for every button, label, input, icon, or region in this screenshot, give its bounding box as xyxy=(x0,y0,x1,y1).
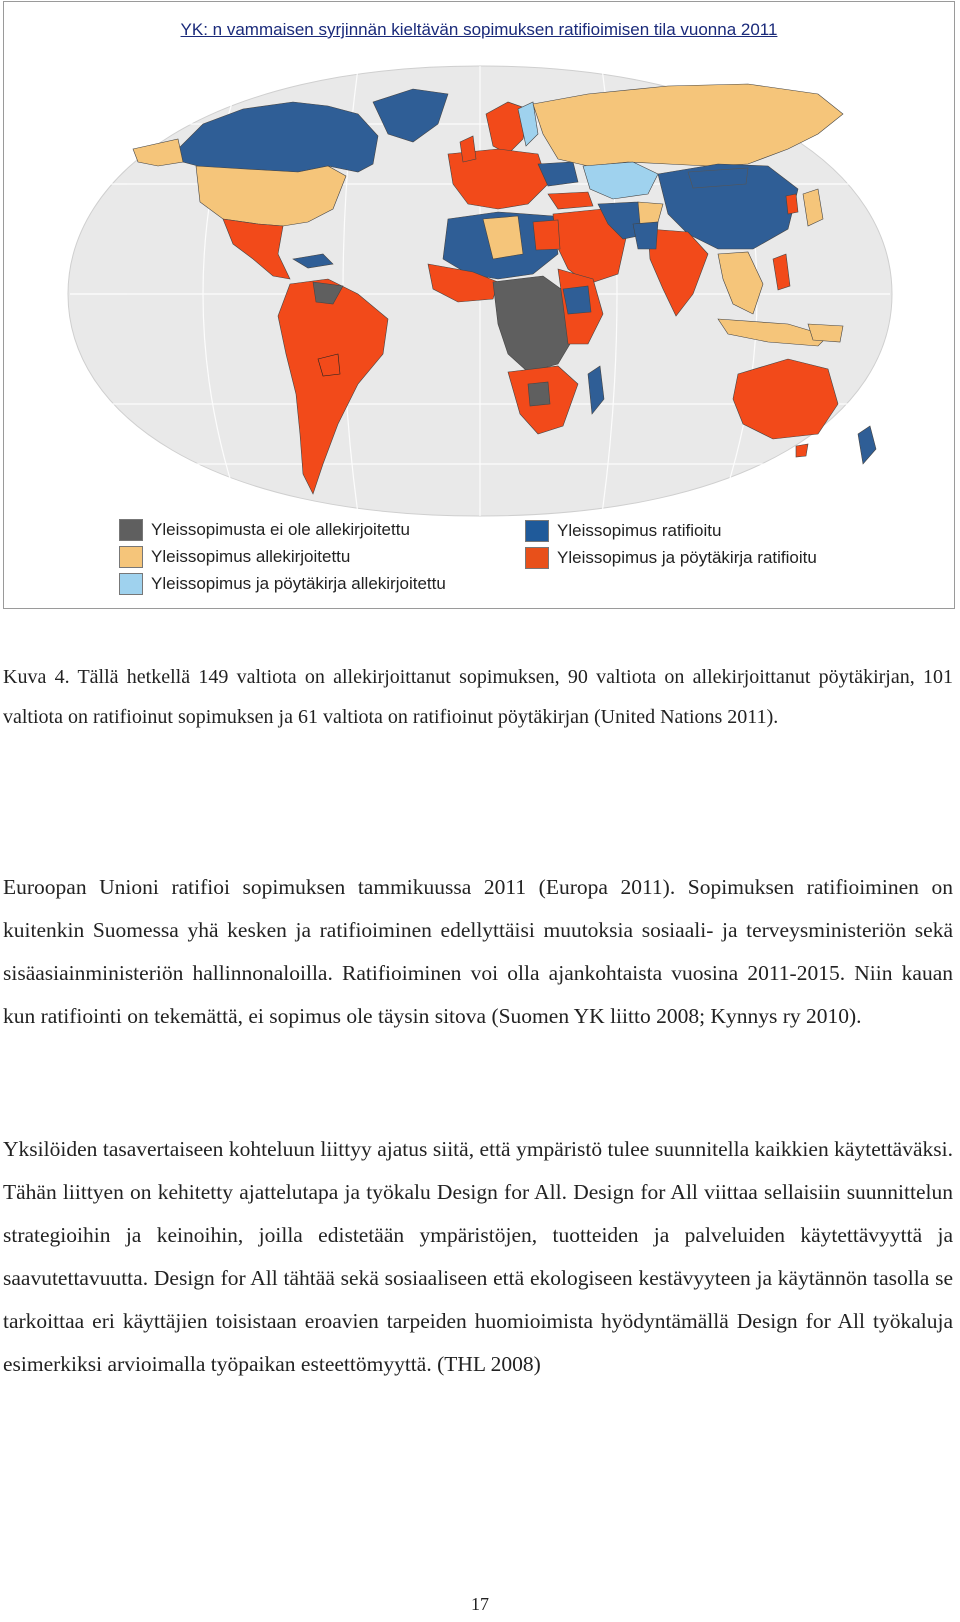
legend-label: Yleissopimus ratifioitu xyxy=(557,520,722,540)
page-number: 17 xyxy=(471,1594,489,1614)
legend-label: Yleissopimus ja pöytäkirja allekirjoitettu xyxy=(151,573,446,593)
legend-swatch-ratified-protocol xyxy=(525,547,549,569)
paragraph-text: Yksilöiden tasavertaiseen kohteluun liittyy ajatus siitä, että ympäristö tulee suunnitella kaikkien käytettäväksi. Tähän liittyen on kehitetty ajattelutapa ja työkalu Design for All. Design for All viittaa sellaisiin suunnittelun strategioihin ja keinoihin, joilla edistetään ympäristöjen, tuotteiden ja palveluiden käytettävyyttä ja saavutettavuutta. Design for All tähtää sekä sosiaaliseen että ekologiseen kestävyyteen ja käytännön tasolla se tarkoittaa eri käyttäjien toisistaan eroavien tarpeiden huomioimista hyödyntämällä Design for All työkaluja esimerkiksi arvioimalla työpaikan esteettömyyttä. (THL 2008) xyxy=(3,1137,953,1376)
region-egypt xyxy=(533,220,560,250)
region-australia xyxy=(733,359,838,439)
legend-left xyxy=(119,516,446,597)
legend-item-ratified-protocol xyxy=(525,544,817,571)
region-tasmania xyxy=(796,444,808,457)
legend-swatch-signed-protocol xyxy=(119,573,143,595)
figure-caption xyxy=(3,658,953,737)
region-png xyxy=(808,324,843,342)
legend-label: Yleissopimus allekirjoitettu xyxy=(151,546,351,566)
paragraph-1 xyxy=(3,866,953,1038)
figure-title: YK: n vammaisen syrjinnän kieltävän sopimuksen ratifioimisen tila vuonna 2011 xyxy=(180,20,778,39)
caption-text: Kuva 4. Tällä hetkellä 149 valtiota on allekirjoittanut sopimuksen, 90 valtiota on allekirjoittanut pöytäkirjan, 101 valtiota on ratifioinut sopimuksen ja 61 valtiota on ratifioinut pöytäkirjan (United Nations 2011). xyxy=(3,666,953,728)
world-map-figure xyxy=(3,1,955,609)
region-botswana xyxy=(528,382,550,406)
world-map xyxy=(28,54,932,524)
region-ethiopia xyxy=(563,286,591,314)
region-canada xyxy=(178,102,378,172)
region-korea xyxy=(786,194,798,214)
region-new-zealand xyxy=(858,426,876,464)
legend-right xyxy=(525,517,817,571)
paragraph-text: Euroopan Unioni ratifioi sopimuksen tammikuussa 2011 (Europa 2011). Sopimuksen ratifioiminen on kuitenkin Suomessa yhä kesken ja ratifioiminen edellyttäisi muutoksia sosiaali- ja terveysministeriön sekä sisäasiainministeriön hallinnonaloilla. Ratifioiminen voi olla ajankohtaista vuosina 2011-2015. Niin kauan kun ratifiointi on tekemättä, ei sopimus ole täysin sitova (Suomen YK liitto 2008; Kynnys ry 2010). xyxy=(3,875,953,1028)
legend-label: Yleissopimus ja pöytäkirja ratifioitu xyxy=(557,547,817,567)
legend-swatch-ratified xyxy=(525,520,549,542)
legend-item-ratified xyxy=(525,517,817,544)
paragraph-2 xyxy=(3,1128,953,1386)
legend-item-not-signed xyxy=(119,516,446,543)
legend-label: Yleissopimusta ei ole allekirjoitettu xyxy=(151,519,410,539)
region-alaska xyxy=(133,139,183,166)
legend-item-signed-protocol xyxy=(119,570,446,597)
legend-swatch-signed xyxy=(119,546,143,568)
legend-swatch-not-signed xyxy=(119,519,143,541)
legend-item-signed xyxy=(119,543,446,570)
